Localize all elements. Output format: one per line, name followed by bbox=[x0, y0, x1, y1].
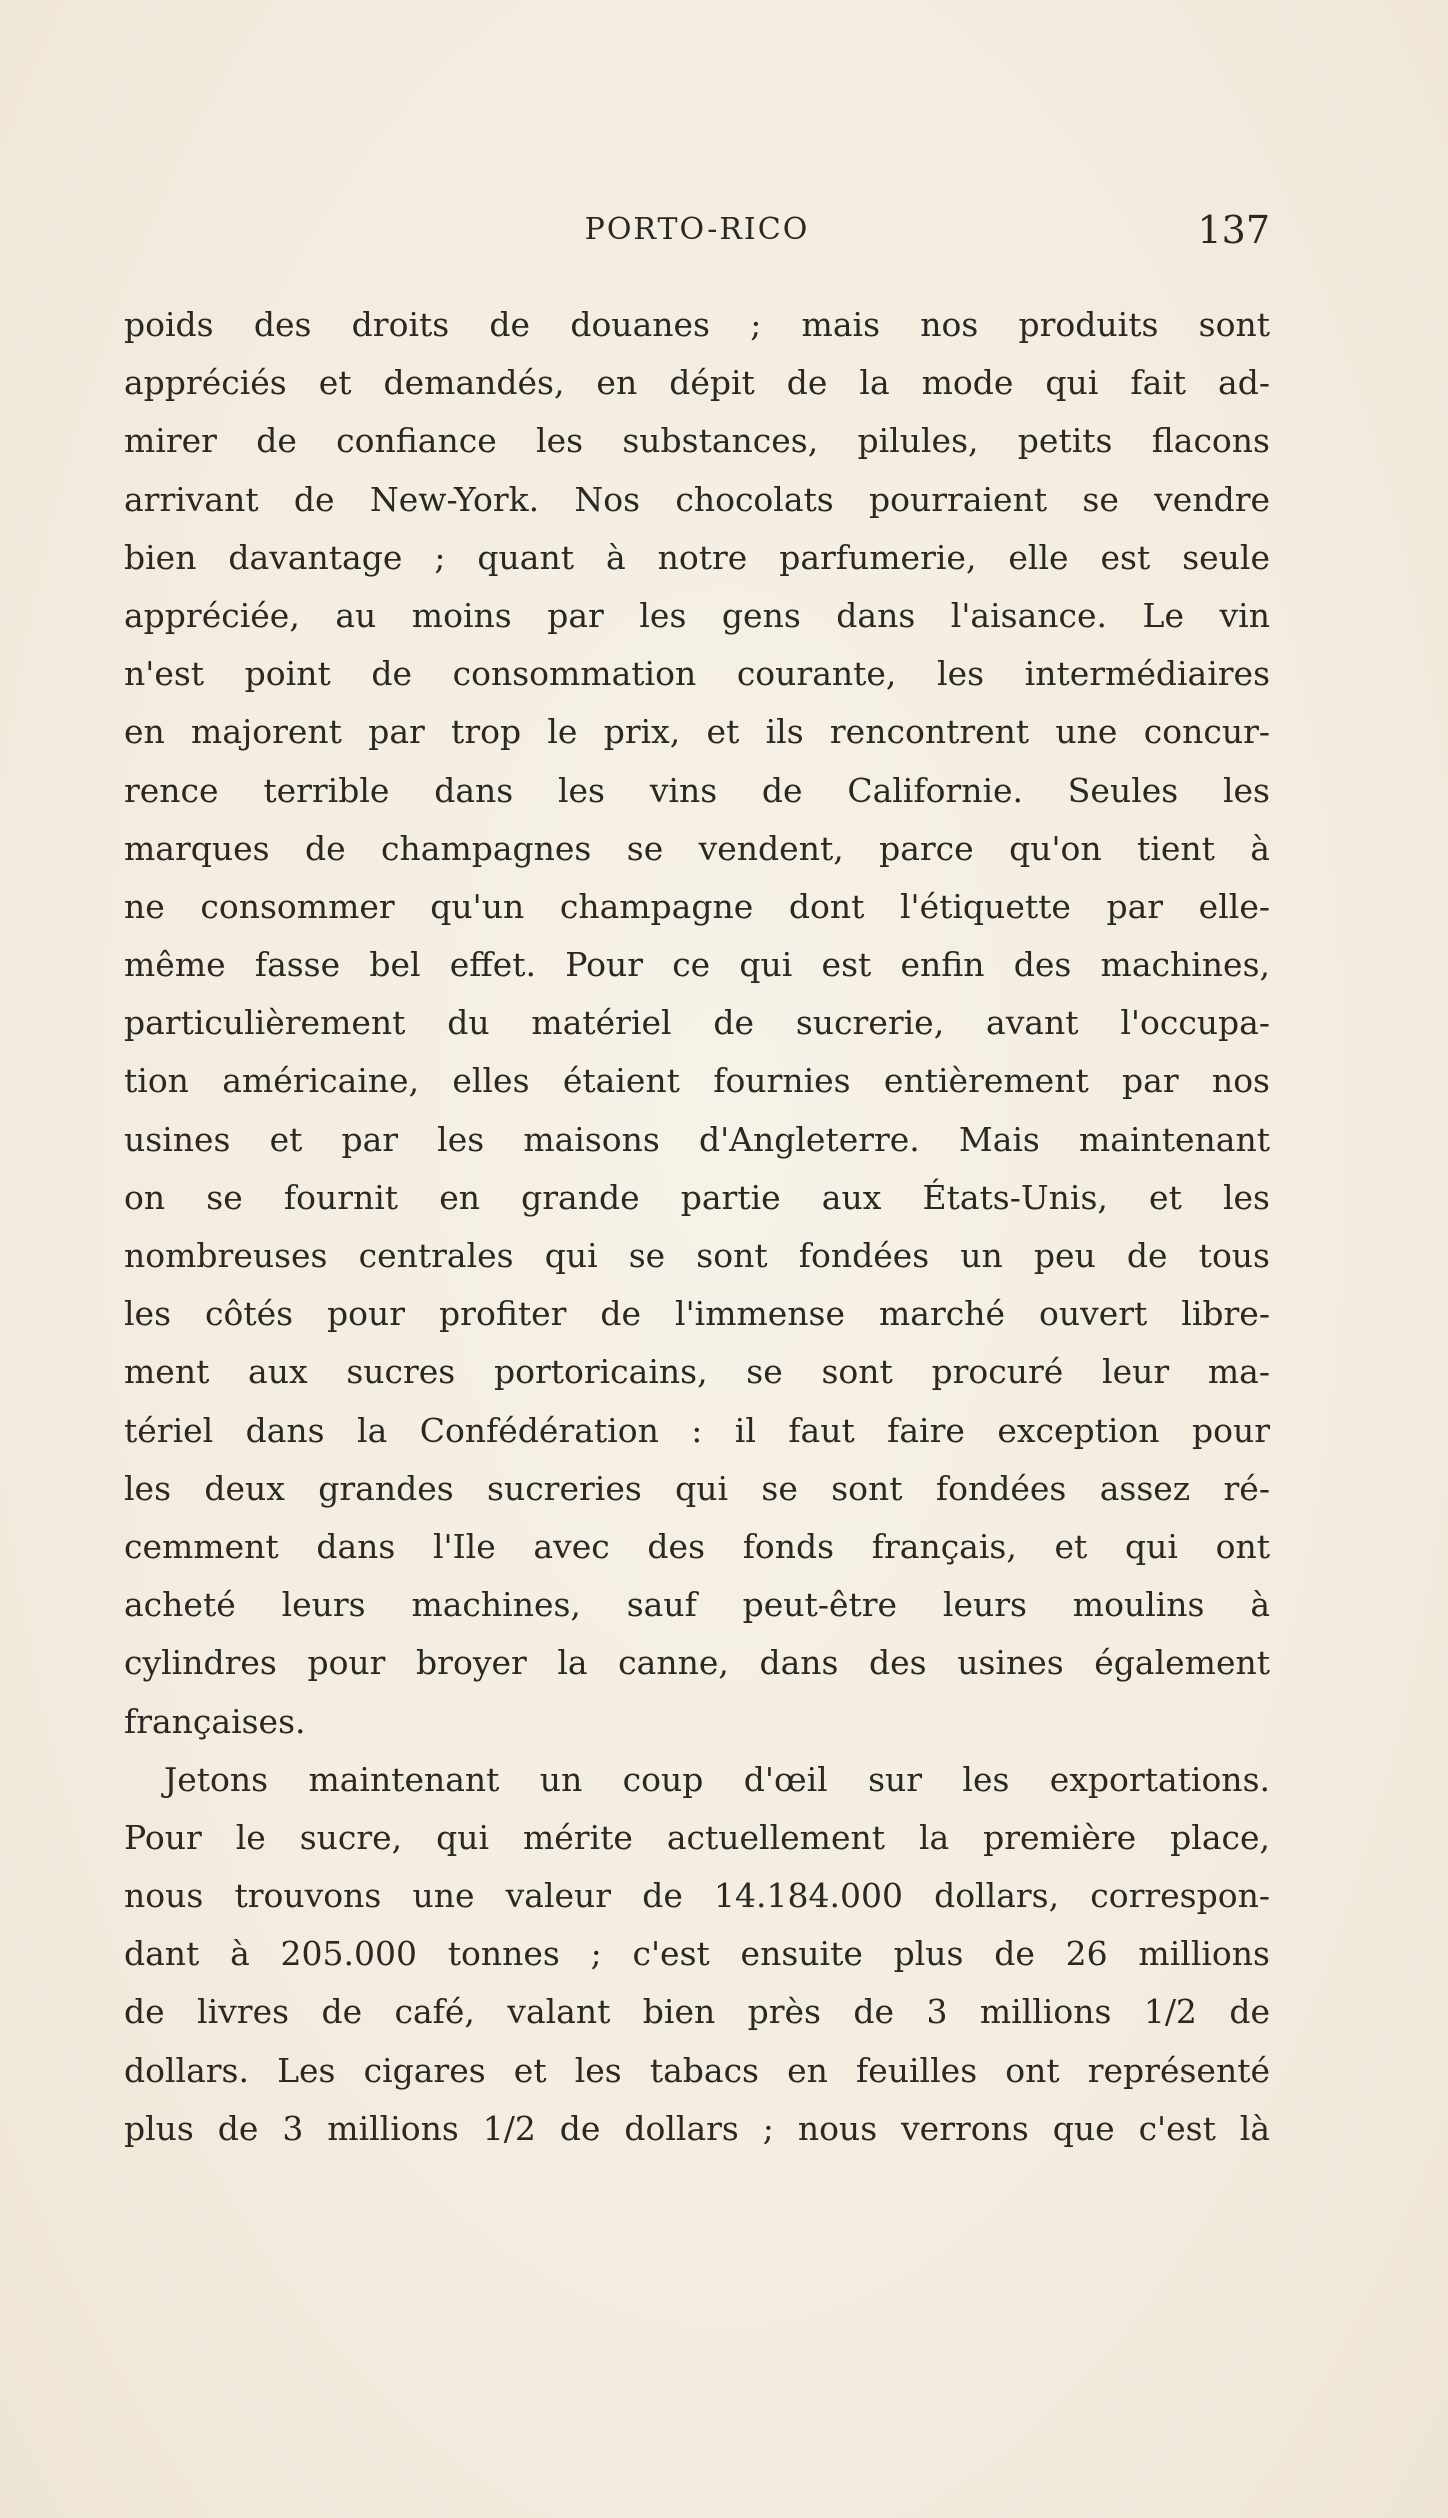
text-line: Pour le sucre, qui mérite actuellement la première place, bbox=[124, 1817, 1270, 1857]
page-number: 137 bbox=[1197, 208, 1270, 252]
text-line: tion américaine, elles étaient fournies entièrement par nos bbox=[124, 1061, 1270, 1101]
text-line: cemment dans l'Ile avec des fonds français, et qui ont bbox=[124, 1526, 1270, 1566]
body-text bbox=[124, 296, 1270, 2158]
running-head bbox=[124, 205, 1270, 255]
text-line: marques de champagnes se vendent, parce qu'on tient à bbox=[124, 828, 1270, 868]
text-line: acheté leurs machines, sauf peut-être leurs moulins à bbox=[124, 1585, 1270, 1625]
text-line: même fasse bel effet. Pour ce qui est enfin des machines, bbox=[124, 945, 1270, 985]
text-line: arrivant de New-York. Nos chocolats pourraient se vendre bbox=[124, 479, 1270, 519]
text-line: cylindres pour broyer la canne, dans des usines également bbox=[124, 1643, 1270, 1683]
text-line: nous trouvons une valeur de 14.184.000 dollars, correspon- bbox=[124, 1876, 1270, 1916]
text-line: en majorent par trop le prix, et ils rencontrent une concur- bbox=[124, 712, 1270, 752]
text-line: dollars. Les cigares et les tabacs en feuilles ont représenté bbox=[124, 2050, 1270, 2090]
text-line: usines et par les maisons d'Angleterre. Mais maintenant bbox=[124, 1119, 1270, 1159]
text-line: appréciée, au moins par les gens dans l'aisance. Le vin bbox=[124, 595, 1270, 635]
text-line: appréciés et demandés, en dépit de la mode qui fait ad- bbox=[124, 363, 1270, 403]
text-line: on se fournit en grande partie aux États-Unis, et les bbox=[124, 1177, 1270, 1217]
text-line: ne consommer qu'un champagne dont l'étiquette par elle- bbox=[124, 886, 1270, 926]
text-line: dant à 205.000 tonnes ; c'est ensuite plus de 26 millions bbox=[124, 1934, 1270, 1974]
text-line: poids des droits de douanes ; mais nos produits sont bbox=[124, 305, 1270, 344]
paragraph-end-line: françaises. bbox=[124, 1701, 306, 1741]
text-line: ment aux sucres portoricains, se sont procuré leur ma- bbox=[124, 1352, 1270, 1392]
text-line: n'est point de consommation courante, les intermédiaires bbox=[124, 654, 1270, 694]
text-line: les deux grandes sucreries qui se sont fondées assez ré- bbox=[124, 1468, 1270, 1508]
running-title: PORTO-RICO bbox=[584, 212, 810, 247]
text-line: nombreuses centrales qui se sont fondées un peu de tous bbox=[124, 1236, 1270, 1275]
paragraph-start-line: Jetons maintenant un coup d'œil sur les exportations. bbox=[164, 1759, 1270, 1799]
text-line: plus de 3 millions 1/2 de dollars ; nous verrons que c'est là bbox=[124, 2108, 1270, 2148]
text-line: bien davantage ; quant à notre parfumerie, elle est seule bbox=[124, 537, 1270, 577]
text-line: rence terrible dans les vins de Californie. Seules les bbox=[124, 770, 1270, 810]
text-line: particulièrement du matériel de sucrerie, avant l'occupa- bbox=[124, 1003, 1270, 1043]
text-line: mirer de confiance les substances, pilules, petits flacons bbox=[124, 421, 1270, 461]
text-line: de livres de café, valant bien près de 3 millions 1/2 de bbox=[124, 1992, 1270, 2032]
text-line: les côtés pour profiter de l'immense marché ouvert libre- bbox=[124, 1294, 1270, 1334]
text-line: tériel dans la Confédération : il faut faire exception pour bbox=[124, 1410, 1270, 1450]
